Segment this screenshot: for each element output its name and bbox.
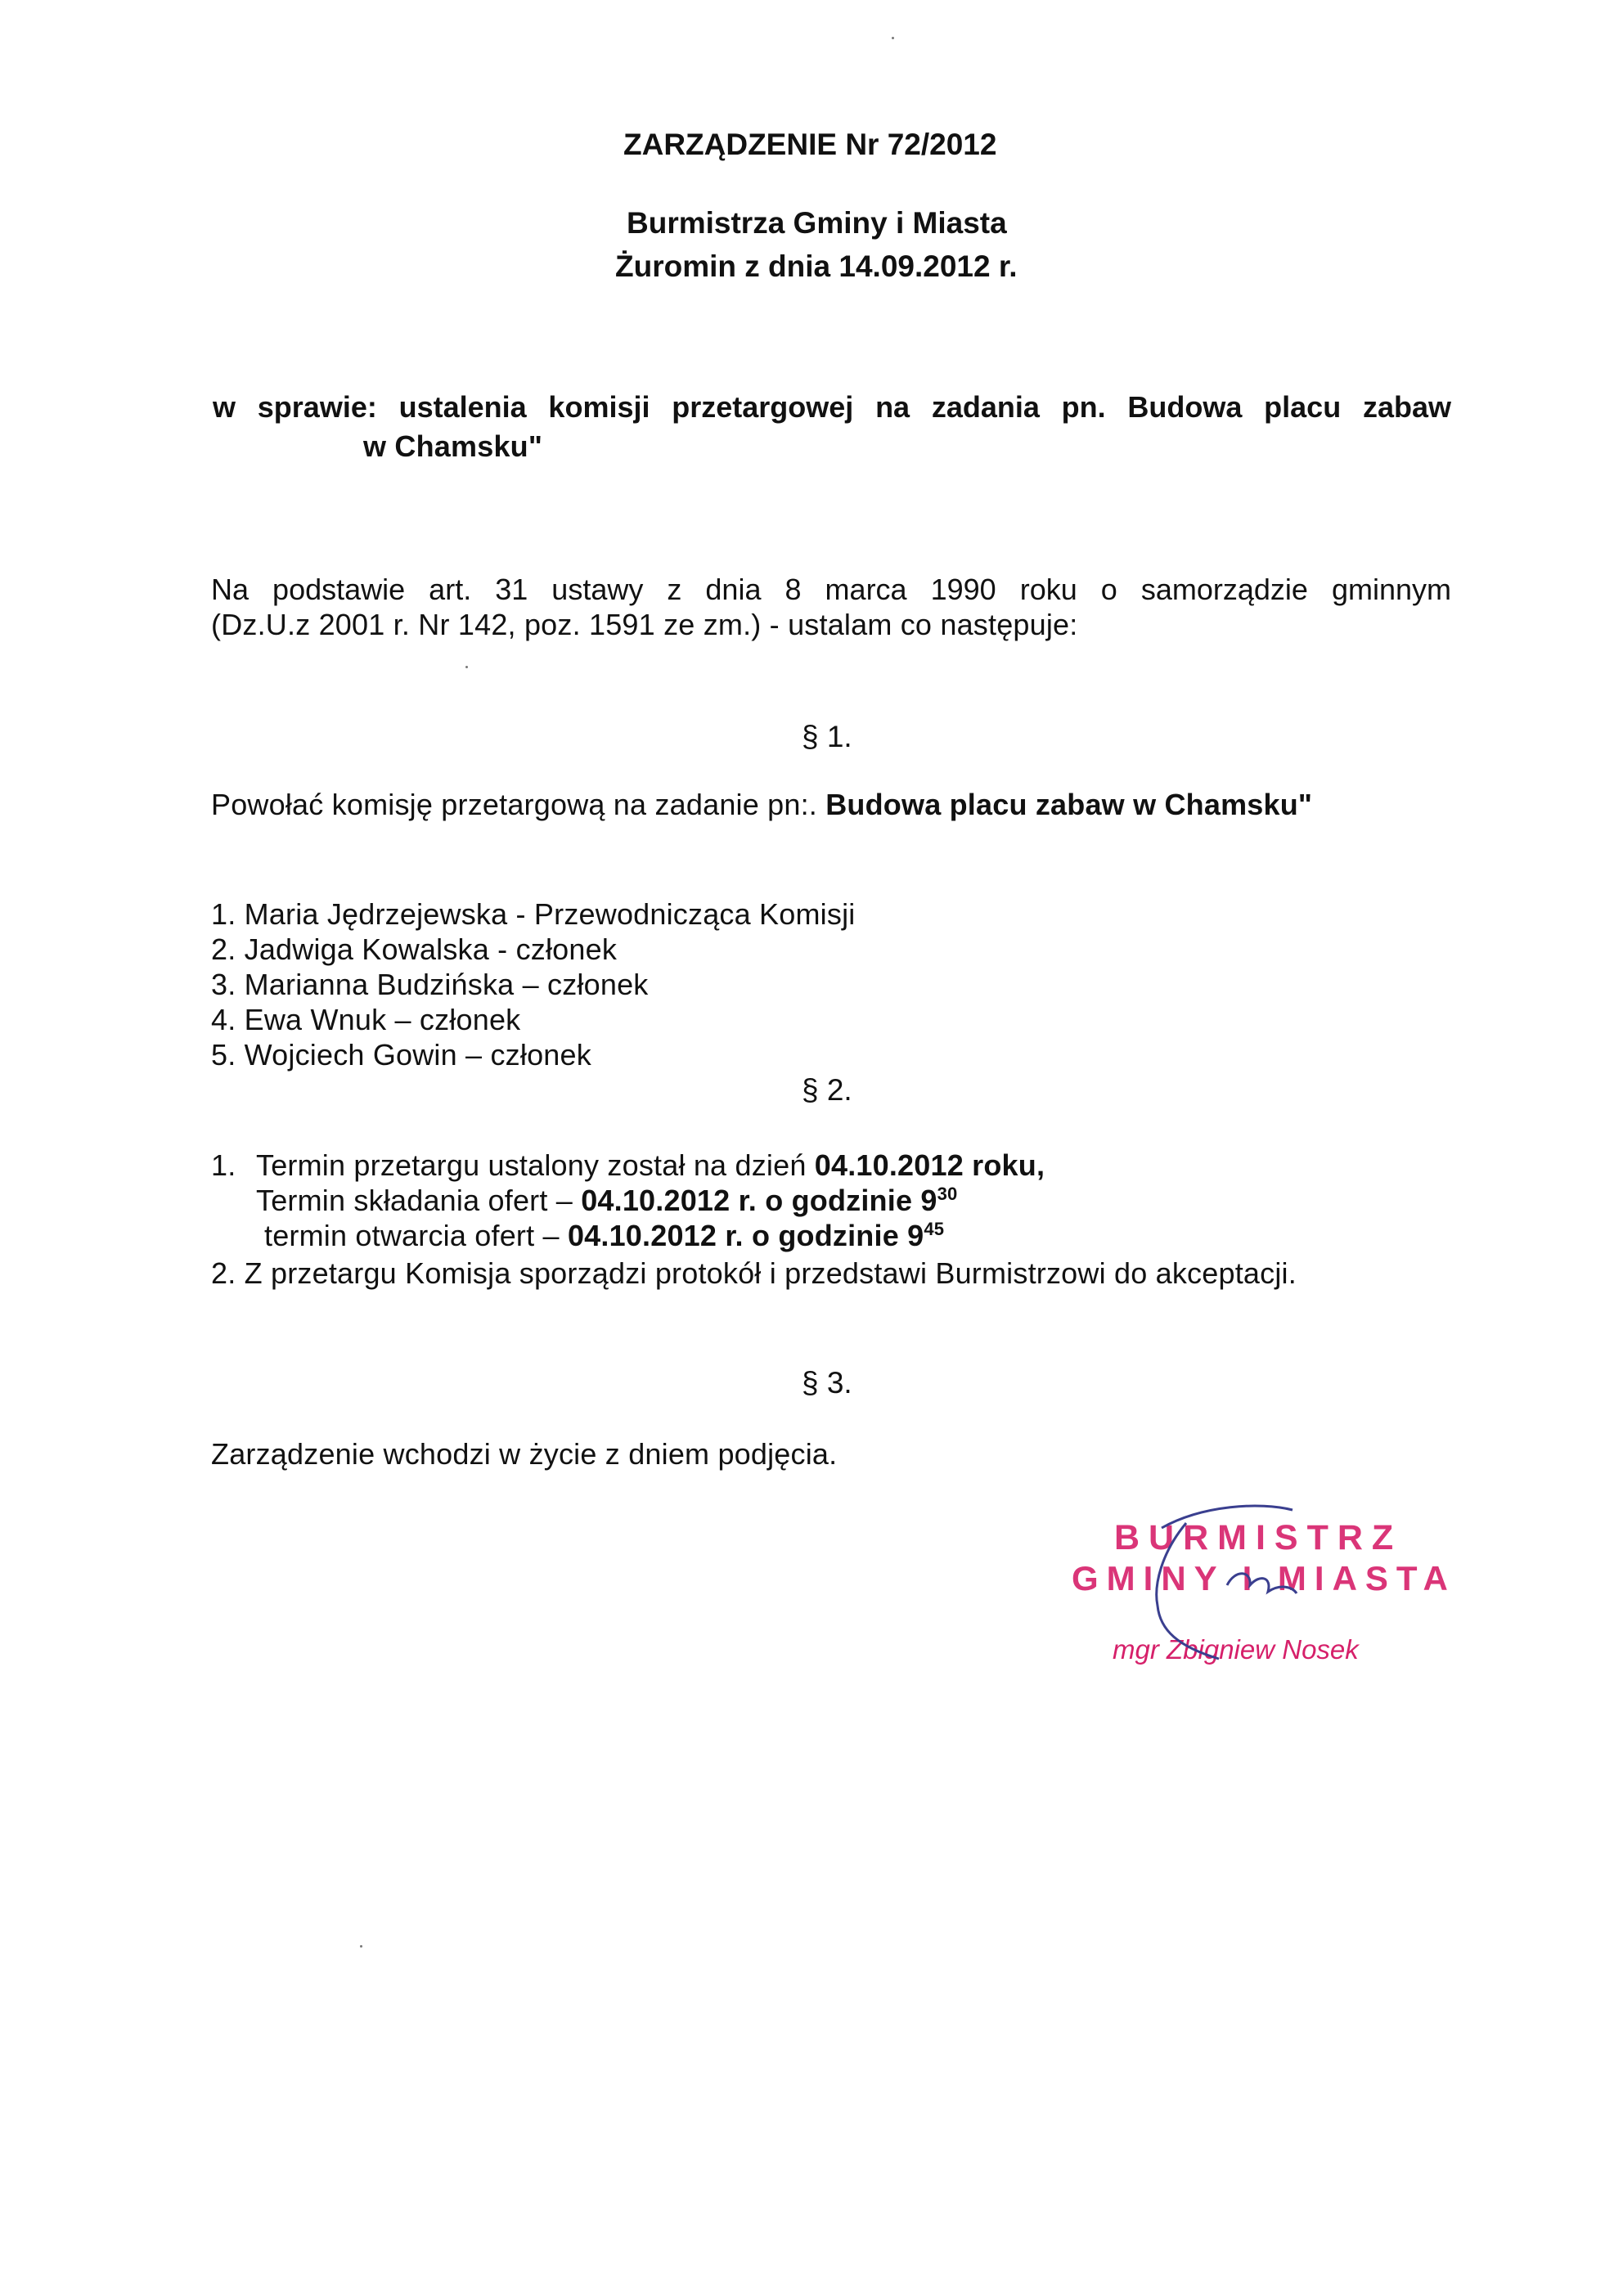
opening-time-value — [568, 1219, 944, 1252]
section-2-mark: § 2. — [802, 1073, 852, 1107]
subject-text: ustalenia komisji przetargowej na zadania pn. Budowa placu zabaw — [398, 390, 1451, 424]
document-title: ZARZĄDZENIE Nr 72/2012 — [623, 128, 997, 161]
section-2-item-1-line-1 — [256, 1148, 1045, 1183]
section-1-task-name: Budowa placu zabaw w Chamsku" — [825, 788, 1313, 821]
subject-line-2: w Chamsku" — [363, 429, 543, 463]
section-1-intro-text: Powołać komisję przetargową na zadanie pn:. — [211, 788, 818, 821]
stamp-line-1: BURMISTRZ — [1114, 1518, 1403, 1557]
section-2-item-2: 2. Z przetargu Komisja sporządzi protokół i przedstawi Burmistrzowi do akceptacji. — [211, 1256, 1297, 1290]
scan-mark — [465, 666, 468, 668]
section-1-intro — [211, 788, 1312, 822]
stamp-line-2: GMINY I MIASTA — [1072, 1559, 1456, 1597]
list-item: 5. Wojciech Gowin – członek — [211, 1038, 591, 1072]
section-3-text: Zarządzenie wchodzi w życie z dniem podjęcia. — [211, 1437, 838, 1471]
opening-time-text: termin otwarcia ofert – — [264, 1219, 560, 1252]
stamp-name: mgr Zbigniew Nosek — [1113, 1634, 1359, 1665]
submission-deadline-text: Termin składania ofert – — [256, 1184, 573, 1217]
section-1-mark: § 1. — [802, 720, 852, 753]
subject-prefix: w sprawie: — [213, 390, 377, 424]
issuer-line-2: Żuromin z dnia 14.09.2012 r. — [615, 249, 1018, 283]
issuer-line-1: Burmistrza Gminy i Miasta — [627, 206, 1007, 240]
tender-date-text: Termin przetargu ustalony został na dzień — [256, 1148, 807, 1182]
handwritten-signature — [1129, 1495, 1342, 1667]
section-2-item-1-line-2 — [256, 1184, 957, 1218]
scan-mark — [360, 1945, 362, 1948]
section-2-item-1-line-3 — [264, 1219, 944, 1253]
section-2-item-1-num: 1. — [211, 1148, 236, 1182]
list-item: 2. Jadwiga Kowalska - członek — [211, 932, 618, 966]
tender-date-value: 04.10.2012 roku, — [814, 1148, 1045, 1182]
legal-basis-line-2: (Dz.U.z 2001 r. Nr 142, poz. 1591 ze zm.) - ustalam co następuje: — [211, 608, 1078, 641]
section-3-mark: § 3. — [802, 1366, 852, 1400]
scan-mark — [892, 37, 894, 39]
list-item: 1. Maria Jędrzejewska - Przewodnicząca Komisji — [211, 897, 856, 931]
subject-line-1 — [213, 390, 1451, 425]
list-item: 4. Ewa Wnuk – członek — [211, 1003, 521, 1036]
submission-deadline-value — [581, 1184, 957, 1217]
submission-deadline-date: 04.10.2012 r. o godzinie 9 — [581, 1184, 937, 1217]
opening-time-date: 04.10.2012 r. o godzinie 9 — [567, 1219, 924, 1252]
opening-time-minutes: 45 — [924, 1219, 945, 1239]
legal-basis-line-1: Na podstawie art. 31 ustawy z dnia 8 marca 1990 roku o samorządzie gminnym — [211, 573, 1451, 606]
submission-deadline-minutes: 30 — [937, 1184, 958, 1204]
list-item: 3. Marianna Budzińska – członek — [211, 968, 649, 1001]
member-list — [211, 896, 855, 1072]
